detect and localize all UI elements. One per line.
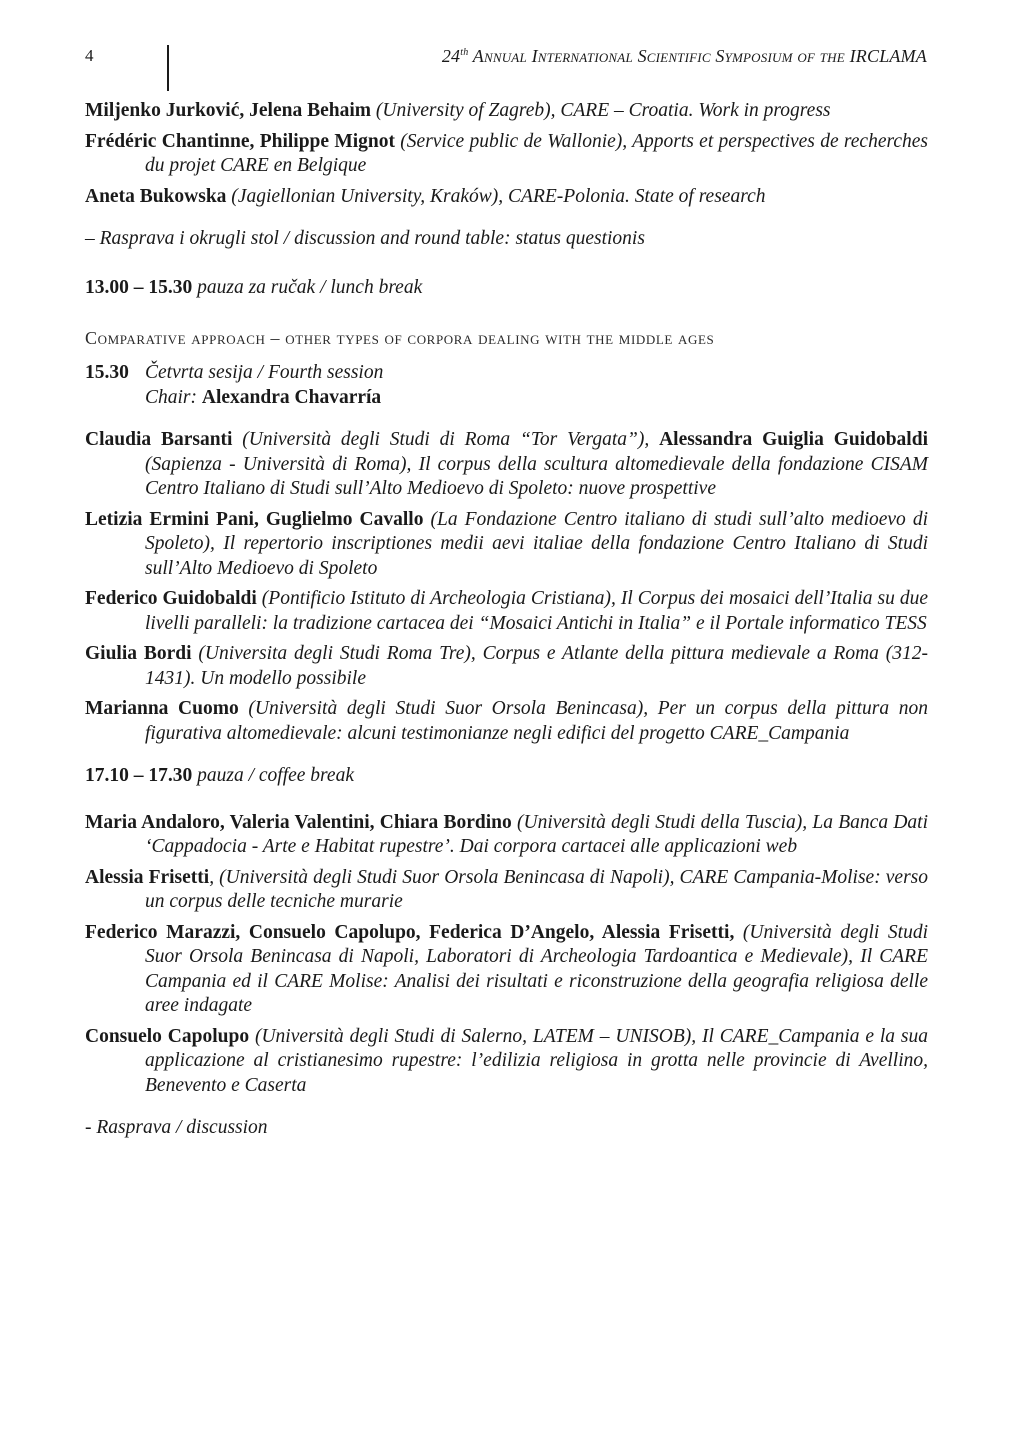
coffee-time: 17.10 – 17.30 <box>85 765 193 786</box>
program-entry <box>85 508 928 582</box>
entry-authors: Consuelo Capolupo <box>85 1025 250 1047</box>
entry-text: (Jagiellonian University, Kraków), CARE-Polonia. State of research <box>226 185 766 207</box>
program-entry <box>85 185 928 210</box>
lunch-label: pauza za ručak / lunch break <box>192 276 423 298</box>
entry-authors: Claudia Barsanti <box>85 429 233 450</box>
entry-text: (Università degli Studi Suor Orsola Benincasa), Per un corpus della pittura non figurativa altomedievale: alcuni testimonianze negli edifici del progetto CARE_Campania <box>145 698 928 744</box>
program-entry <box>85 99 928 124</box>
lunch-break-line <box>85 276 928 301</box>
entry-text: (University of Zagreb), CARE – Croatia. Work in progress <box>371 100 831 121</box>
program-entry <box>85 642 928 691</box>
chair-name: Alexandra Chavarría <box>201 386 382 408</box>
entry-text: (Pontificio Istituto di Archeologia Cristiana), Il Corpus dei mosaici dell’Italia su due livelli paralleli: la tradizione cartacea dei “Mosaici Antichi in Italia” e il Portale informatico TESS <box>145 588 928 634</box>
program-entry <box>85 130 928 179</box>
entry-text: (Università degli Studi Suor Orsola Benincasa di Napoli, Laboratori di Archeologia Tardoantica e Medievale), Il CARE Campania ed il CARE Molise: Analisi dei risultati e riconstruzione della geografia religiosa delle aree indagate <box>145 921 928 1016</box>
entry-text: (Service public de Wallonie), Apports et perspectives de recherches du projet CARE en Belgique <box>145 130 928 176</box>
running-head-ordinal: th <box>460 47 469 58</box>
entry-authors: Marianna Cuomo <box>85 698 239 719</box>
entry-text: (Università degli Studi di Salerno, LATEM – UNISOB), Il CARE_Campania e la sua applicazione al cristianesimo rupestre: l’edilizia religiosa in grotta nelle provincie di Avellino, Benevento e Caserta <box>145 1025 928 1096</box>
entry-authors: Maria Andaloro, Valeria Valentini, Chiara Bordino <box>85 811 512 833</box>
program-entry <box>85 811 928 860</box>
session-time: 15.30 <box>85 362 129 383</box>
entry-authors-second: Alessandra Guiglia Guidobaldi <box>659 429 928 450</box>
entry-authors: Aneta Bukowska <box>85 185 227 207</box>
entry-authors: Giulia Bordi <box>85 643 192 664</box>
entry-authors: Frédéric Chantinne, Philippe Mignot <box>85 130 395 152</box>
section-heading: Comparative approach – other types of corpora dealing with the middle ages <box>85 328 715 348</box>
entry-authors: Federico Marazzi, Consuelo Capolupo, Federica D’Angelo, Alessia Frisetti, <box>85 921 735 943</box>
entry-text-second: (Sapienza - Università di Roma), Il corpus della scultura altomedievale della fondazione CISAM Centro Italiano di Studi sull’Alto Medioevo di Spoleto: nuove prospettive <box>145 453 928 499</box>
program-entry <box>85 921 928 1019</box>
program-entry <box>85 428 928 502</box>
entry-text: (Università degli Studi di Roma “Tor Vergata”), <box>232 429 660 450</box>
discussion-line: - Rasprava / discussion <box>85 1117 268 1138</box>
entry-text: , (Università degli Studi Suor Orsola Benincasa di Napoli), CARE Campania-Molise: verso un corpus delle tecniche murarie <box>145 866 928 912</box>
running-head <box>442 46 927 67</box>
lunch-time: 13.00 – 15.30 <box>85 276 193 298</box>
entry-authors: Federico Guidobaldi <box>85 588 257 609</box>
entry-authors: Miljenko Jurković, Jelena Behaim <box>85 100 371 121</box>
program-entry <box>85 1025 928 1099</box>
entry-authors: Alessia Frisetti <box>85 866 210 888</box>
header-divider <box>167 45 169 91</box>
coffee-label: pauza / coffee break <box>192 765 354 786</box>
session-details <box>145 361 383 410</box>
session-chair <box>145 386 383 411</box>
discussion-line: – Rasprava i okrugli stol / discussion and round table: status questionis <box>85 228 645 249</box>
session-block <box>85 361 928 410</box>
chair-label: Chair: <box>145 386 202 408</box>
entry-authors: Letizia Ermini Pani, Guglielmo Cavallo <box>85 508 424 530</box>
program-entry <box>85 587 928 636</box>
entry-text: (Università degli Studi della Tuscia), La Banca Dati ‘Cappadocia - Arte e Habitat rupestre’. Dai corpora cartacei alle applicazioni web <box>145 811 928 857</box>
program-entry <box>85 866 928 915</box>
program-content <box>85 99 928 1141</box>
running-head-title: Annual International Scientific Symposium of the IRCLAMA <box>468 46 927 66</box>
entry-text: (Universita degli Studi Roma Tre), Corpus e Atlante della pittura medievale a Roma (312-1431). Un modello possibile <box>145 643 928 689</box>
coffee-break-line <box>85 764 928 789</box>
page-number: 4 <box>85 46 94 65</box>
program-entry <box>85 697 928 746</box>
session-title: Četvrta sesija / Fourth session <box>145 362 384 383</box>
entry-text: (La Fondazione Centro italiano di studi sull’alto medioevo di Spoleto), Il repertorio inscriptiones medii aevi italiae della fondazione Centro Italiano di Studi sull’Alto Medioevo di Spoleto <box>145 508 928 579</box>
running-head-number: 24 <box>441 46 461 66</box>
